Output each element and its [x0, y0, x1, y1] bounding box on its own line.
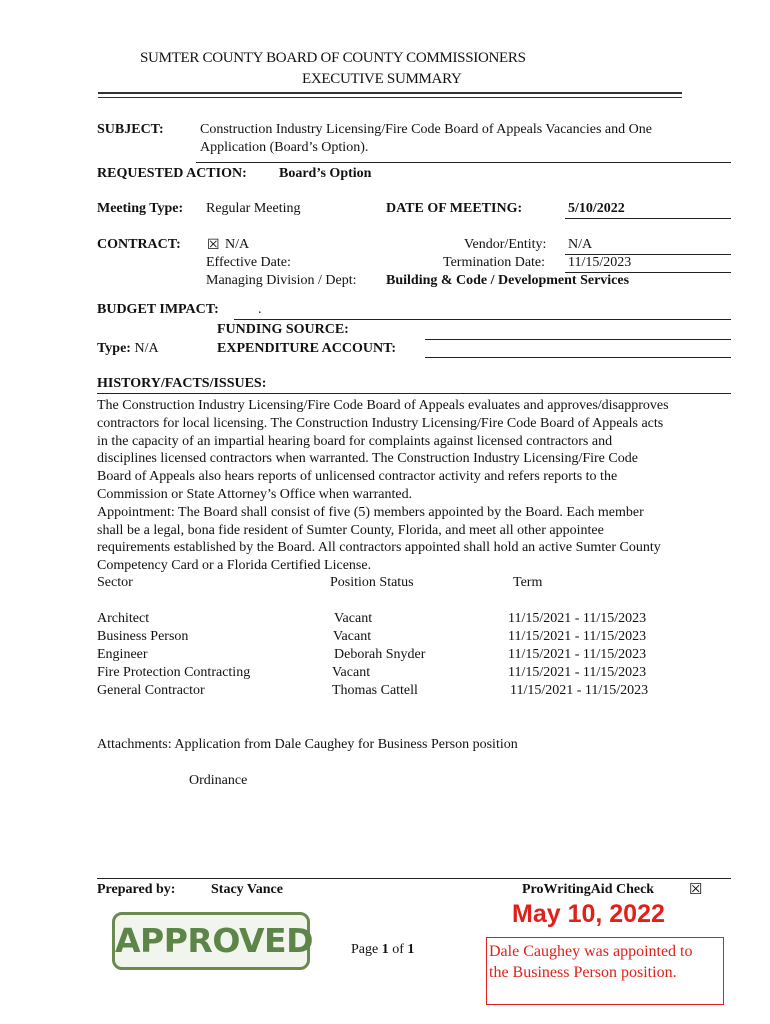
effective-date-label: Effective Date:	[206, 255, 291, 270]
table-cell-term: 11/15/2021 - 11/15/2023	[510, 683, 649, 698]
page-current: 1	[381, 942, 389, 957]
contract-checkbox: ☒	[207, 238, 220, 253]
budget-type	[97, 341, 159, 357]
prepared-by-value: Stacy Vance	[211, 882, 283, 897]
approved-stamp-text: APPROVED	[115, 921, 313, 960]
appointment-note-line: the Business Person position.	[489, 964, 677, 981]
table-cell-sector: Architect	[97, 611, 150, 626]
table-cell-status: Vacant	[333, 629, 372, 644]
history-paragraph-1	[97, 397, 727, 575]
page-of: of	[388, 942, 408, 957]
meeting-type-value: Regular Meeting	[206, 201, 301, 216]
history-rule	[97, 393, 731, 394]
budget-impact-rule	[234, 319, 731, 320]
table-cell-status: Vacant	[334, 611, 373, 626]
table-cell-term: 11/15/2021 - 11/15/2023	[508, 629, 647, 644]
page-prefix: Page	[351, 942, 382, 957]
vendor-value: N/A	[568, 237, 593, 252]
contract-value: N/A	[225, 237, 250, 252]
division-label: Managing Division / Dept:	[206, 273, 357, 288]
termination-date-label: Termination Date:	[443, 255, 546, 270]
prepared-by-label: Prepared by:	[97, 882, 176, 897]
table-cell-sector: General Contractor	[97, 683, 205, 698]
meeting-date-value: 5/10/2022	[568, 201, 625, 216]
history-p2-line: shall be a legal, bona fide resident of Sumter County, Florida, and meet all other appointee	[97, 522, 604, 538]
division-value: Building & Code / Development Services	[386, 273, 630, 288]
table-cell-status: Thomas Cattell	[332, 683, 418, 698]
history-heading: HISTORY/FACTS/ISSUES:	[97, 376, 267, 391]
history-p1-line: in the capacity of an impartial hearing board for complaints against licensed contractors and	[97, 433, 613, 449]
attachments-ordinance: Ordinance	[189, 773, 248, 788]
funding-source-label: FUNDING SOURCE:	[217, 322, 349, 337]
subject-label: SUBJECT:	[97, 122, 164, 137]
table-cell-term: 11/15/2021 - 11/15/2023	[508, 611, 647, 626]
budget-impact-label: BUDGET IMPACT:	[97, 302, 219, 317]
table-header-term: Term	[513, 575, 543, 590]
document-title: SUMTER COUNTY BOARD OF COUNTY COMMISSIONERS	[140, 50, 526, 66]
history-p1-line: Commission or State Attorney’s Office when warranted.	[97, 486, 413, 502]
table-row	[97, 683, 697, 701]
subject-rule	[196, 162, 731, 163]
table-cell-term: 11/15/2021 - 11/15/2023	[508, 665, 647, 680]
approval-date: May 10, 2022	[512, 900, 665, 928]
footer-rule	[97, 878, 731, 879]
requested-action-label: REQUESTED ACTION:	[97, 166, 247, 181]
table-cell-status: Deborah Snyder	[334, 647, 426, 662]
table-row	[97, 611, 697, 629]
appointment-note-line: Dale Caughey was appointed to	[489, 943, 693, 960]
history-p2-line: Appointment: The Board shall consist of five (5) members appointed by the Board. Each member	[97, 504, 644, 520]
budget-impact-value: .	[258, 302, 262, 317]
meeting-date-label: DATE OF MEETING:	[386, 201, 523, 216]
document-subtitle: EXECUTIVE SUMMARY	[302, 71, 462, 87]
table-row	[97, 647, 697, 665]
history-p1-line: The Construction Industry Licensing/Fire Code Board of Appeals evaluates and approves/disapproves	[97, 398, 669, 413]
table-header-row	[97, 575, 697, 593]
contract-label: CONTRACT:	[97, 237, 181, 252]
prowritingaid-checkbox: ☒	[689, 882, 703, 898]
header-rule	[98, 92, 682, 98]
expenditure-account-rule	[425, 357, 731, 358]
table-cell-sector: Engineer	[97, 647, 148, 662]
history-p2-line: requirements established by the Board. All contractors appointed shall hold an active Sumter County	[97, 540, 661, 556]
meeting-date-rule	[565, 218, 731, 219]
page-total: 1	[407, 942, 415, 957]
table-cell-sector: Business Person	[97, 629, 189, 644]
approved-stamp	[112, 912, 313, 970]
attachments-line: Attachments: Application from Dale Caughey for Business Person position	[97, 737, 518, 752]
meeting-type-label: Meeting Type:	[97, 201, 184, 216]
history-p1-line: disciplines licensed contractors when warranted. The Construction Industry Licensing/Fire Code	[97, 451, 638, 467]
prowritingaid-check-label: ProWritingAid Check	[522, 882, 655, 897]
table-row	[97, 665, 697, 683]
subject-line-2: Application (Board’s Option).	[200, 140, 369, 155]
expenditure-account-label: EXPENDITURE ACCOUNT:	[217, 341, 397, 356]
termination-date-value: 11/15/2023	[568, 255, 632, 270]
budget-type-value: N/A	[134, 341, 159, 356]
table-cell-term: 11/15/2021 - 11/15/2023	[508, 647, 647, 662]
page-number	[351, 942, 414, 958]
table-cell-sector: Fire Protection Contracting	[97, 665, 251, 680]
subject-line-1: Construction Industry Licensing/Fire Code Board of Appeals Vacancies and One	[200, 122, 652, 137]
requested-action-value: Board’s Option	[279, 166, 372, 181]
vendor-label: Vendor/Entity:	[464, 237, 547, 252]
history-p1-line: contractors for local licensing. The Construction Industry Licensing/Fire Code Board of Appeals acts	[97, 415, 664, 431]
history-p2-line: Competency Card or a Florida Certified License.	[97, 558, 372, 574]
funding-source-rule	[425, 339, 731, 340]
history-p1-line: Board of Appeals also hears reports of unlicensed contractor activity and refers reports to the	[97, 469, 618, 485]
table-row	[97, 629, 697, 647]
table-cell-status: Vacant	[332, 665, 371, 680]
table-header-sector: Sector	[97, 575, 133, 590]
appointment-note	[486, 937, 724, 1005]
table-header-status: Position Status	[330, 575, 414, 590]
budget-type-label: Type:	[97, 341, 131, 356]
